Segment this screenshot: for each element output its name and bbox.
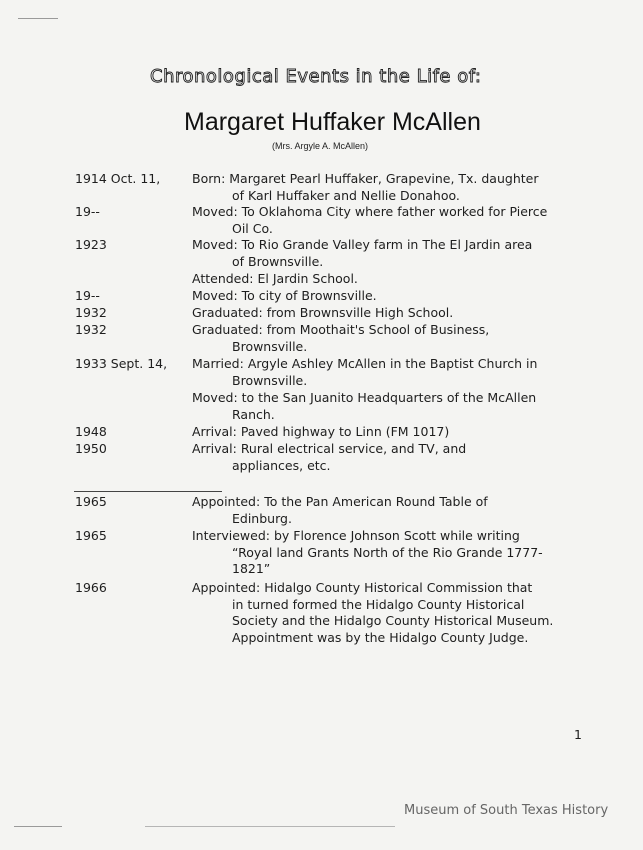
event-text: Argyle Ashley McAllen in the Baptist Church in [247, 356, 538, 371]
event-date: 1948 [75, 424, 107, 439]
event-text-continued: of Brownsville. [232, 253, 324, 269]
event-text-continued: Oil Co. [232, 220, 273, 236]
event-entry [192, 171, 592, 204]
event-text: Margaret Pearl Huffaker, Grapevine, Tx. daughter [229, 171, 539, 186]
event-label: Graduated: [192, 322, 263, 337]
event-date: 1923 [75, 237, 107, 252]
event-label: Attended: [192, 271, 254, 286]
event-date: 19-- [75, 204, 100, 219]
event-text-continued: Ranch. [232, 406, 275, 422]
subject-name: Margaret Huffaker McAllen [184, 108, 481, 136]
event-label: Moved: [192, 237, 238, 252]
event-entry [192, 288, 592, 305]
event-label: Married: [192, 356, 244, 371]
event-date: 1965 [75, 528, 107, 543]
event-text: from Moothait's School of Business, [266, 322, 490, 337]
event-text: Paved highway to Linn (FM 1017) [240, 424, 450, 439]
event-text-continued: of Karl Huffaker and Nellie Donahoo. [232, 187, 460, 203]
scan-mark-bottom-mid [145, 826, 395, 827]
event-text: To Oklahoma City where father worked for Pierce [241, 204, 548, 219]
event-date: 1932 [75, 305, 107, 320]
event-text-continued: 1821” [232, 561, 271, 576]
event-entry [192, 305, 592, 322]
event-text: To Rio Grande Valley farm in The El Jardin area [241, 237, 533, 252]
event-text: Hidalgo County Historical Commission that [264, 580, 533, 595]
event-label: Appointed: [192, 494, 261, 509]
event-text-continued: Brownsville. [232, 372, 308, 388]
watermark: Museum of South Texas History [404, 803, 609, 818]
event-label: Graduated: [192, 305, 263, 320]
event-label: Moved: [192, 390, 238, 405]
event-entry [192, 271, 592, 288]
event-date: 1950 [75, 441, 107, 456]
event-entry [192, 580, 592, 646]
event-text: El Jardin School. [257, 271, 358, 286]
event-label: Interviewed: [192, 528, 270, 543]
event-date: 1932 [75, 322, 107, 337]
event-date: 1914 Oct. 11, [75, 171, 161, 186]
event-text: to the San Juanito Headquarters of the McAllen [241, 390, 537, 405]
event-text: from Brownsville High School. [266, 305, 454, 320]
event-text: by Florence Johnson Scott while writing [273, 528, 520, 543]
subject-subtitle: (Mrs. Argyle A. McAllen) [272, 141, 369, 151]
page-number: 1 [574, 727, 582, 742]
event-date: 1933 Sept. 14, [75, 356, 168, 371]
event-text-continued: “Royal land Grants North of the Rio Grande 1777- [232, 544, 543, 560]
event-text-continued: Society and the Hidalgo County Historical Museum. [232, 613, 554, 628]
event-entry [192, 356, 592, 389]
event-label: Born: [192, 171, 226, 186]
event-text: To the Pan American Round Table of [264, 494, 488, 509]
document-heading: Chronological Events in the Life of: [150, 66, 482, 87]
event-text-continued: Edinburg. [232, 510, 292, 526]
event-entry [192, 424, 592, 441]
event-date: 19-- [75, 288, 100, 303]
event-date: 1966 [75, 580, 107, 595]
event-label: Appointed: [192, 580, 261, 595]
event-entry [192, 322, 592, 355]
event-text-continued: in turned formed the Hidalgo County Historical [232, 596, 525, 612]
event-date: 1965 [75, 494, 107, 509]
event-entry [192, 237, 592, 270]
event-text-continued: appliances, etc. [232, 457, 331, 473]
event-label: Moved: [192, 204, 238, 219]
scan-mark-top [18, 18, 58, 19]
event-entry [192, 390, 592, 423]
event-text-continued: Brownsville. [232, 338, 308, 354]
event-label: Arrival: [192, 424, 237, 439]
scan-mark-bottom-left [14, 826, 62, 827]
event-entry [192, 204, 592, 237]
event-text: To city of Brownsville. [241, 288, 377, 303]
event-text-continued: Appointment was by the Hidalgo County Judge. [232, 629, 529, 645]
event-label: Moved: [192, 288, 238, 303]
section-divider [74, 491, 222, 492]
event-entry [192, 528, 592, 578]
event-label: Arrival: [192, 441, 237, 456]
event-entry [192, 494, 592, 527]
event-text: Rural electrical service, and TV, and [240, 441, 467, 456]
event-entry [192, 441, 592, 474]
